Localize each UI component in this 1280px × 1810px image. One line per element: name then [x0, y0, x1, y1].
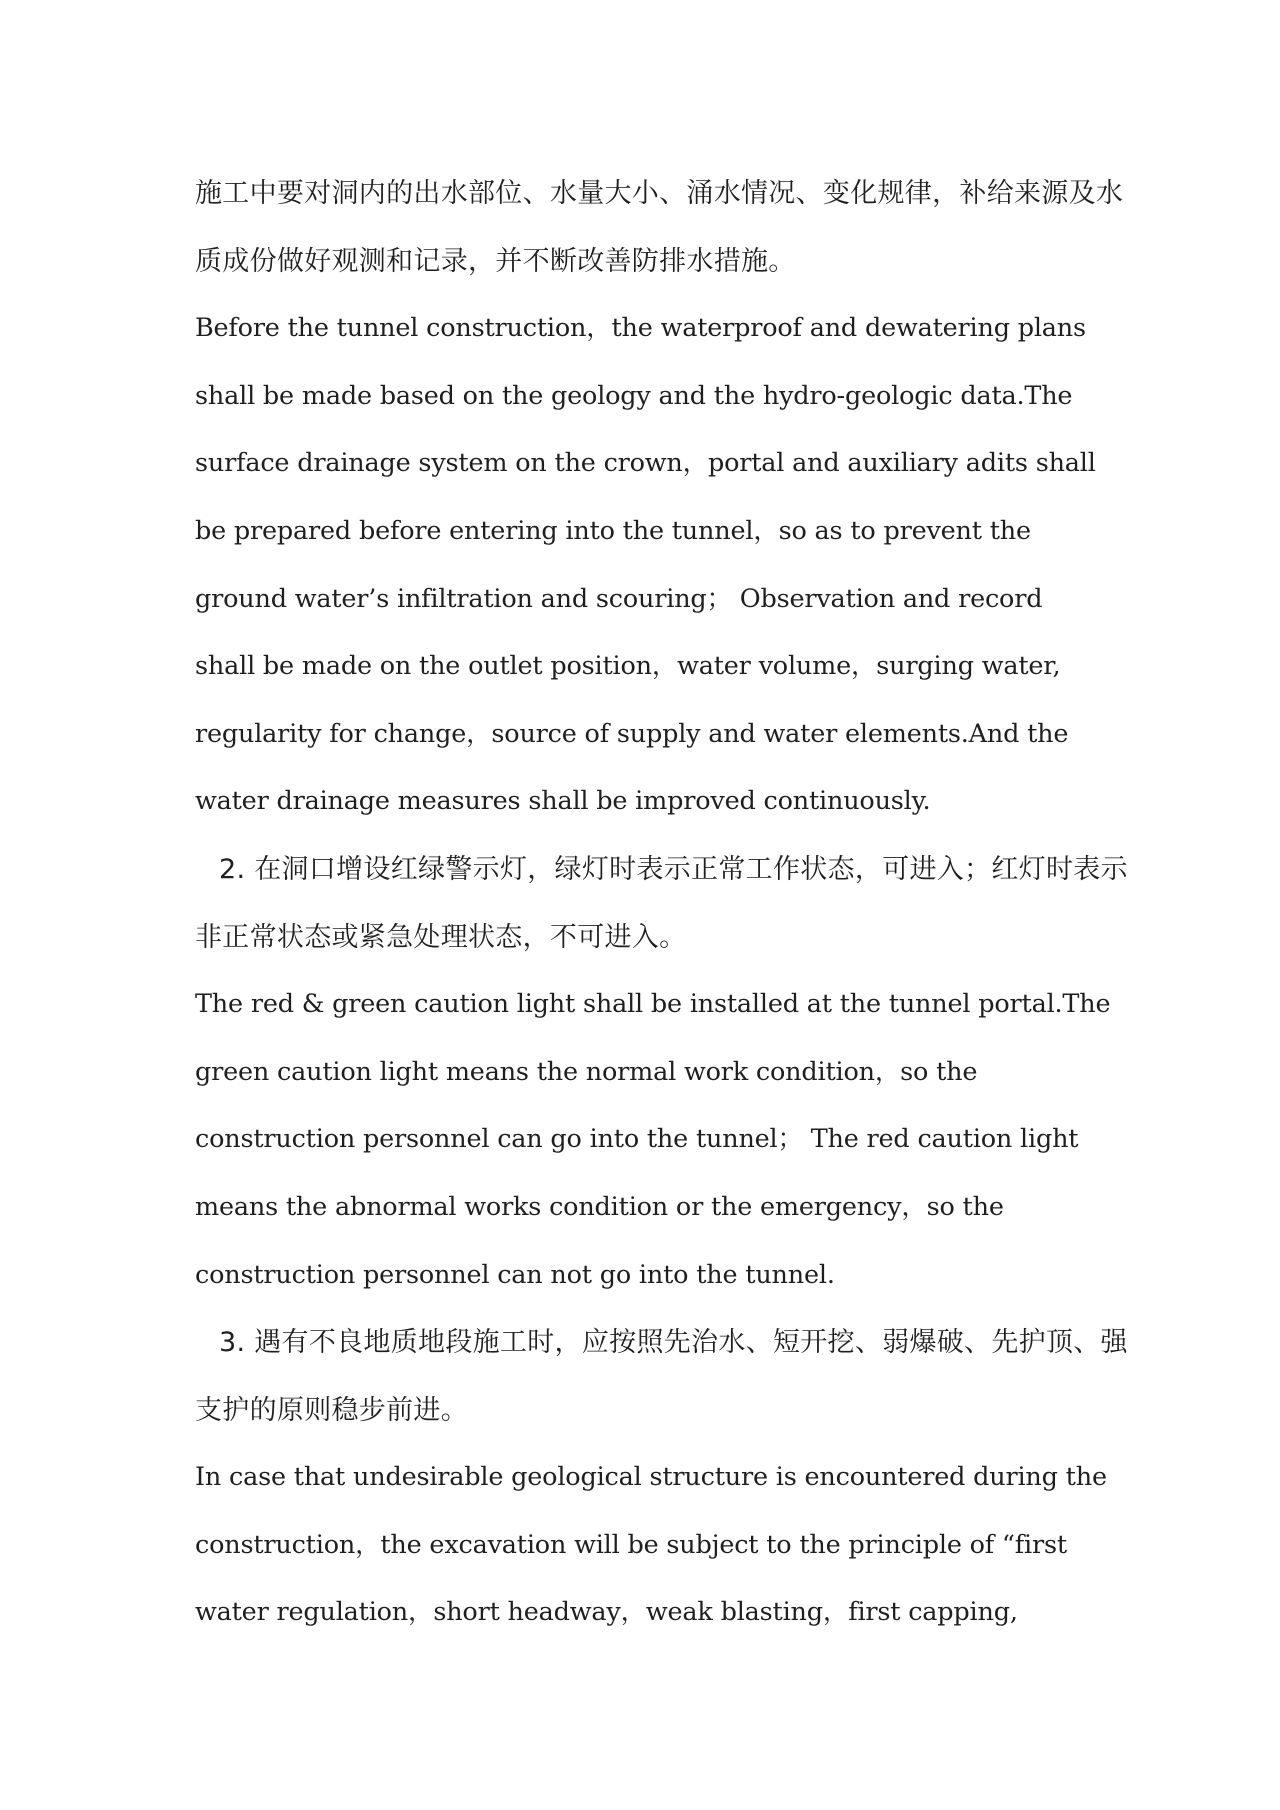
- text-line: 质成份做好观测和记录，并不断改善防排水措施。: [195, 245, 796, 277]
- text-line: surface drainage system on the crown，portal and auxiliary adits shall: [195, 448, 1096, 479]
- text-line: green caution light means the normal work condition，so the: [195, 1056, 978, 1087]
- text-line: water regulation，short headway，weak blasting，first capping,: [195, 1597, 1018, 1628]
- english-paragraph-waterproof-plans: [195, 295, 1095, 836]
- text-line: Before the tunnel construction，the waterproof and dewatering plans: [195, 313, 1086, 344]
- english-paragraph-caution-light: [195, 971, 1111, 1309]
- text-line: 2. 在洞口增设红绿警示灯，绿灯时表示正常工作状态，可进入；红灯时表示: [219, 853, 1128, 885]
- text-line: shall be made based on the geology and the hydro-geologic data.The: [195, 380, 1073, 411]
- text-line: construction，the excavation will be subject to the principle of “first: [195, 1529, 1067, 1560]
- text-line: construction personnel can not go into the tunnel.: [195, 1259, 835, 1290]
- english-paragraph-geology: [195, 1444, 1107, 1647]
- text-line: In case that undesirable geological structure is encountered during the: [195, 1462, 1107, 1493]
- text-line: The red & green caution light shall be installed at the tunnel portal.The: [195, 989, 1111, 1020]
- chinese-paragraph-water-observation: [195, 160, 1124, 295]
- text-line: construction personnel can go into the tunnel； The red caution light: [195, 1124, 1079, 1155]
- text-line: be prepared before entering into the tunnel，so as to prevent the: [195, 515, 1031, 546]
- chinese-item-2-caution-light: [195, 836, 1128, 971]
- text-line: shall be made on the outlet position，water volume，surging water,: [195, 651, 1061, 682]
- text-line: regularity for change，source of supply and water elements.And the: [195, 718, 1069, 749]
- text-line: 支护的原则稳步前进。: [195, 1394, 468, 1426]
- text-line: 非正常状态或紧急处理状态，不可进入。: [195, 921, 687, 953]
- text-line: water drainage measures shall be improved continuously.: [195, 786, 931, 817]
- text-line: 3. 遇有不良地质地段施工时，应按照先治水、短开挖、弱爆破、先护顶、强: [219, 1327, 1128, 1359]
- chinese-item-3-geology: [195, 1309, 1128, 1444]
- text-line: means the abnormal works condition or the emergency，so the: [195, 1191, 1004, 1222]
- text-line: ground water’s infiltration and scouring； Observation and record: [195, 583, 1043, 614]
- document-page: [195, 160, 1128, 1647]
- text-line: 施工中要对洞内的出水部位、水量大小、涌水情况、变化规律，补给来源及水: [195, 178, 1124, 209]
